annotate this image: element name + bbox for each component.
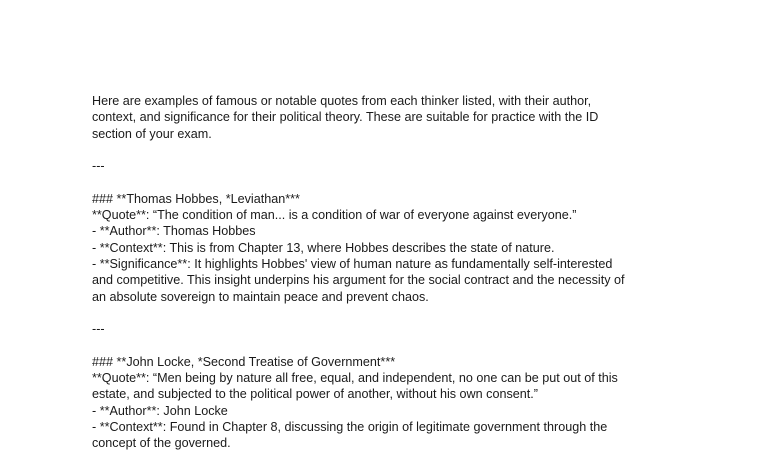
hobbes-significance-cont: an absolute sovereign to maintain peace and prevent chaos. xyxy=(92,289,429,304)
hobbes-quote: **Quote**: “The condition of man... is a condition of war of everyone against everyone.” xyxy=(92,208,577,223)
locke-context-cont: concept of the governed. xyxy=(92,436,231,451)
spacer xyxy=(92,305,752,321)
locke-author: - **Author**: John Locke xyxy=(92,403,228,418)
spacer xyxy=(92,174,752,190)
separator: --- xyxy=(92,159,105,174)
intro-line: context, and significance for their political theory. These are suitable for practice with the ID xyxy=(92,110,599,125)
hobbes-significance: - **Significance**: It highlights Hobbes' view of human nature as fundamentally self-interested xyxy=(92,256,613,271)
hobbes-context: - **Context**: This is from Chapter 13, where Hobbes describes the state of nature. xyxy=(92,240,555,255)
section-heading-hobbes: ### **Thomas Hobbes, *Leviathan*** xyxy=(92,191,300,206)
separator: --- xyxy=(92,322,105,337)
locke-quote: **Quote**: “Men being by nature all free, equal, and independent, no one can be put out of this xyxy=(92,371,618,386)
spacer xyxy=(92,337,752,353)
section-heading-locke: ### **John Locke, *Second Treatise of Government*** xyxy=(92,354,396,369)
locke-quote-cont: estate, and subjected to the political power of another, without his own consent.” xyxy=(92,387,538,402)
hobbes-author: - **Author**: Thomas Hobbes xyxy=(92,224,256,239)
intro-line: Here are examples of famous or notable quotes from each thinker listed, with their author, xyxy=(92,94,592,108)
document-body xyxy=(92,93,752,452)
hobbes-significance-cont: and competitive. This insight underpins his argument for the social contract and the necessity of xyxy=(92,273,625,288)
locke-context: - **Context**: Found in Chapter 8, discussing the origin of legitimate government through the xyxy=(92,419,608,434)
spacer xyxy=(92,142,752,158)
intro-line: section of your exam. xyxy=(92,126,212,141)
